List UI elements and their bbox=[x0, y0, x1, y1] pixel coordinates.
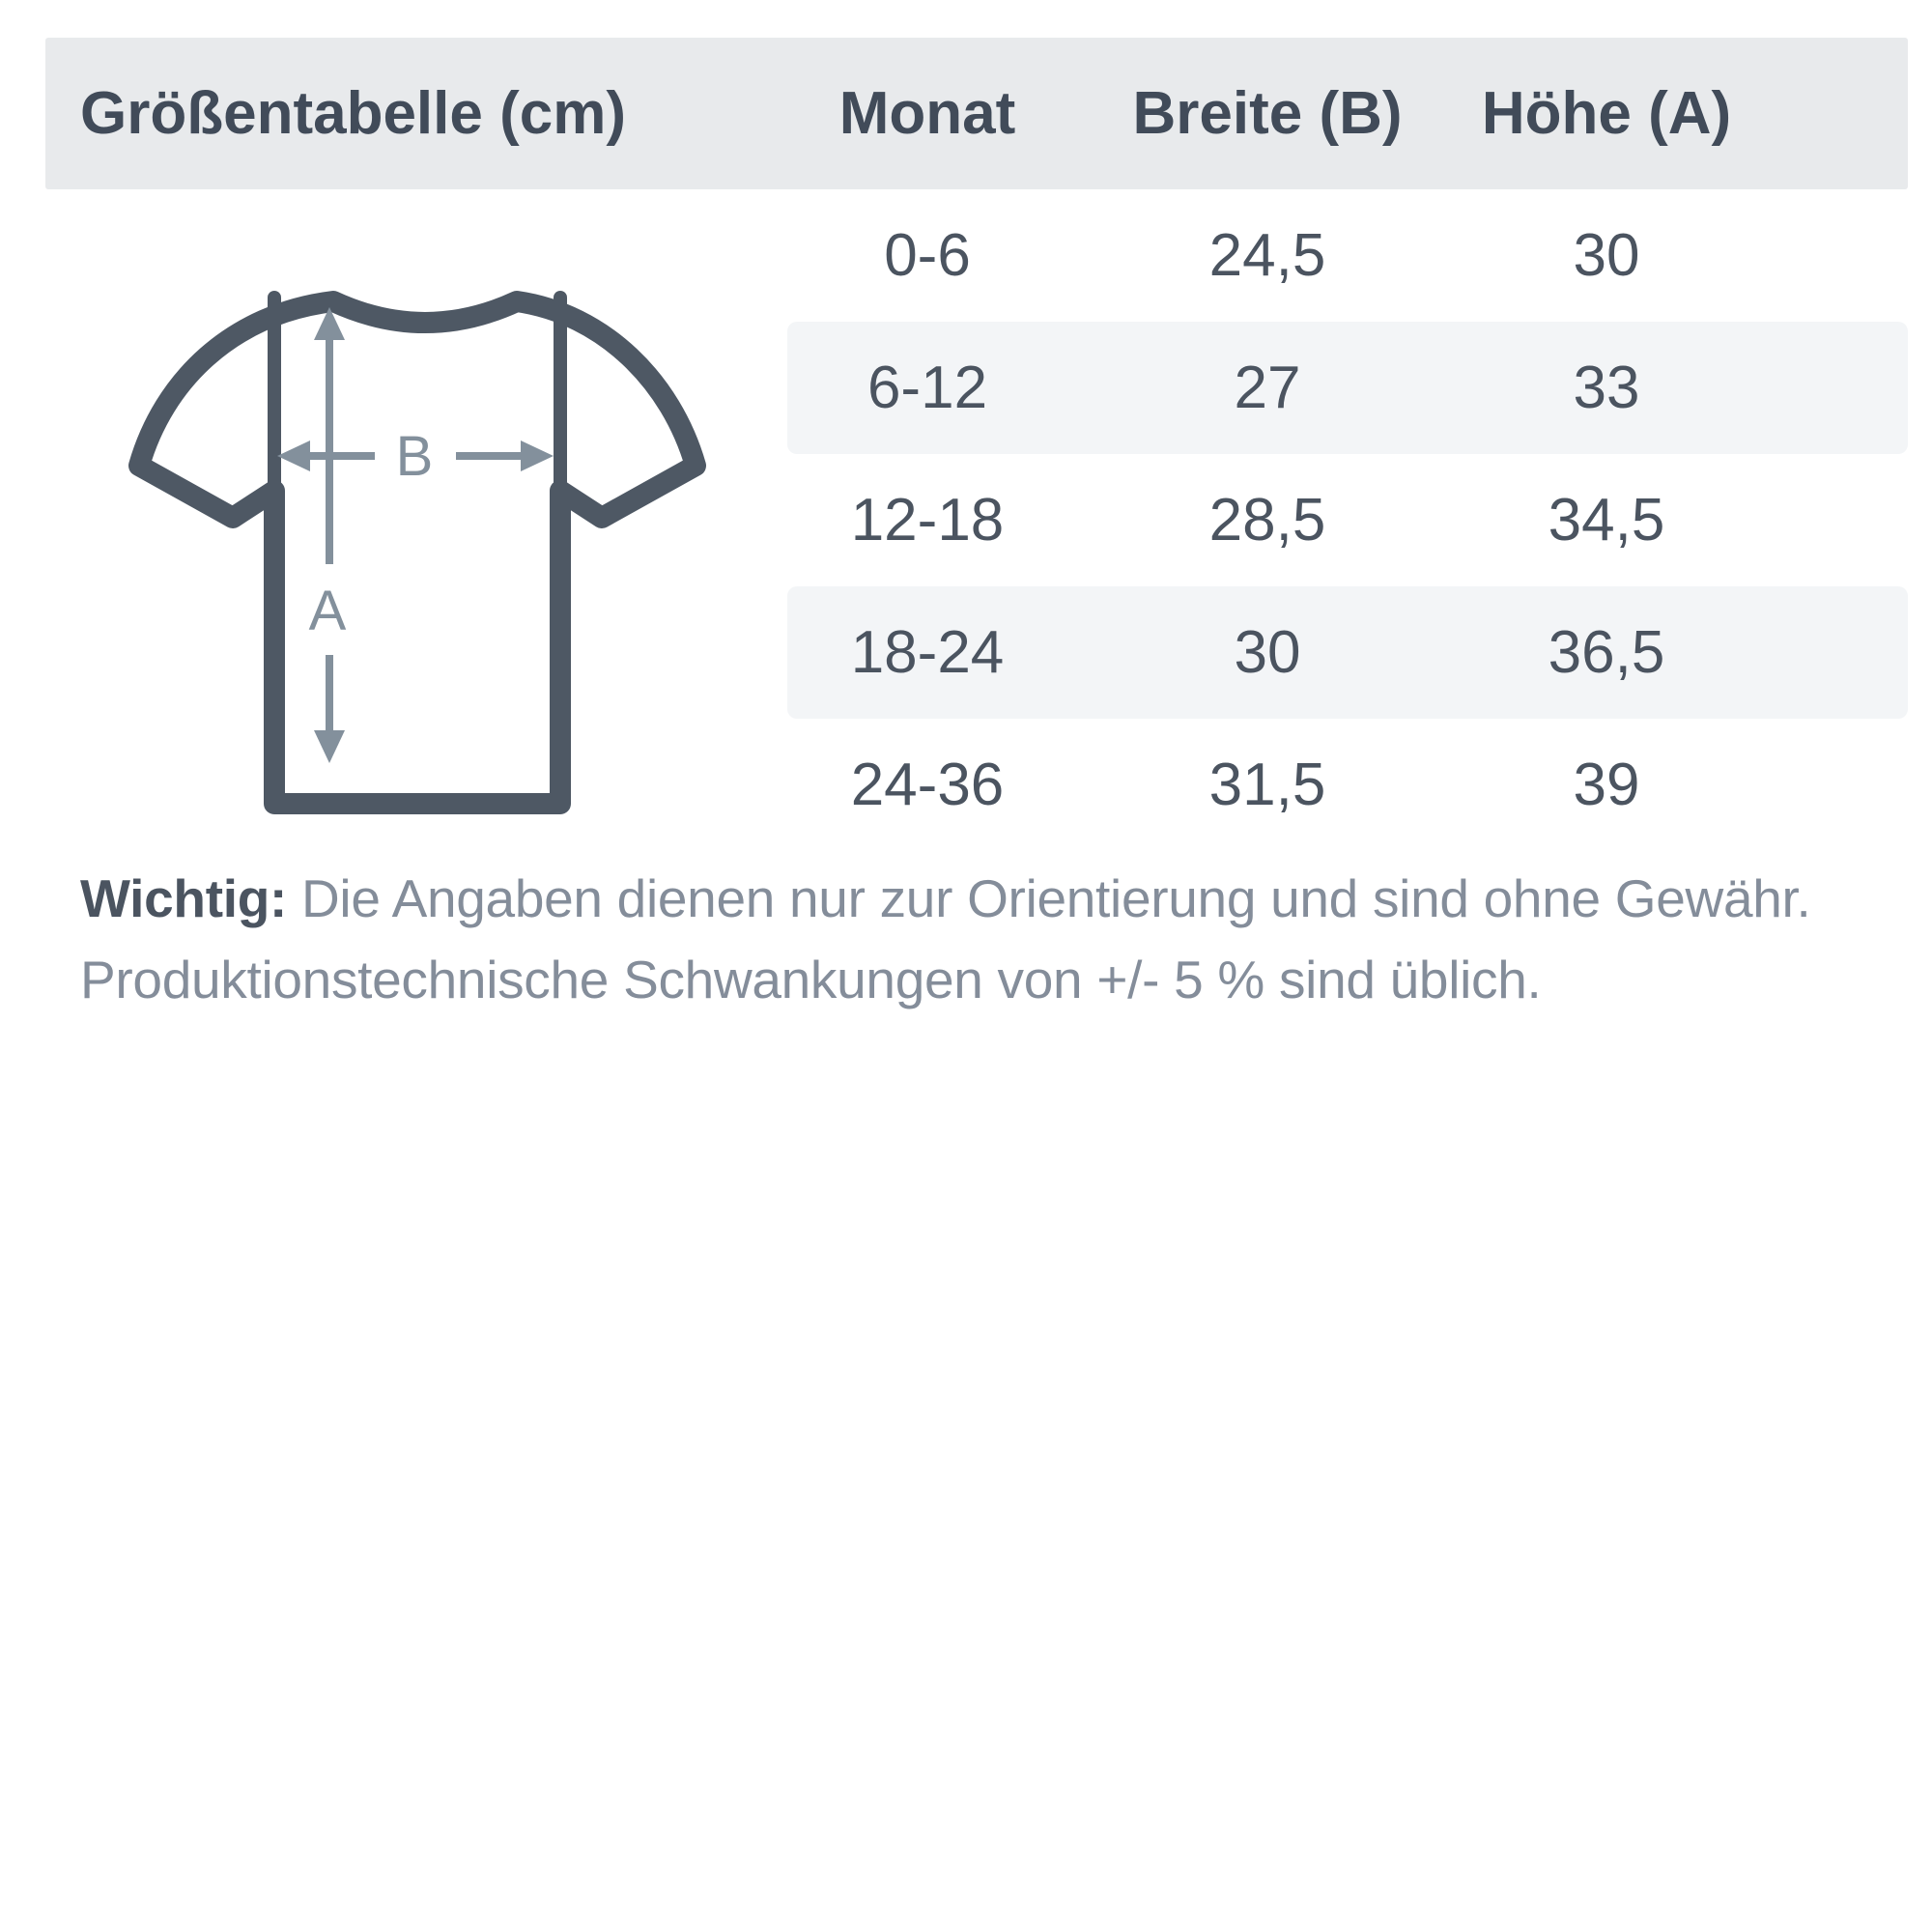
cell-hoehe: 33 bbox=[1573, 355, 1640, 421]
disclaimer-text-1: Die Angaben dienen nur zur Orientierung und sind ohne Gewähr. bbox=[301, 868, 1811, 928]
table-title: Größentabelle (cm) bbox=[80, 80, 626, 147]
disclaimer-label: Wichtig: bbox=[80, 868, 288, 928]
cell-monat: 18-24 bbox=[850, 619, 1005, 686]
column-header-monat: Monat bbox=[838, 80, 1016, 147]
height-arrow-label: A bbox=[308, 580, 347, 642]
cell-hoehe: 39 bbox=[1573, 752, 1640, 818]
cell-hoehe: 34,5 bbox=[1548, 487, 1665, 554]
cell-breite: 28,5 bbox=[1208, 487, 1326, 554]
cell-monat: 6-12 bbox=[867, 355, 988, 421]
cell-breite: 31,5 bbox=[1208, 752, 1326, 818]
cell-breite: 30 bbox=[1234, 619, 1301, 686]
disclaimer-line-1 bbox=[80, 858, 1858, 939]
table-row bbox=[45, 189, 1908, 322]
column-header-hoehe: Höhe (A) bbox=[1481, 80, 1732, 147]
cell-breite: 27 bbox=[1234, 355, 1301, 421]
cell-monat: 24-36 bbox=[850, 752, 1005, 818]
disclaimer-line-2: Produktionstechnische Schwankungen von +/- 5 % sind üblich. bbox=[80, 950, 1542, 1009]
cell-monat: 12-18 bbox=[850, 487, 1005, 554]
table-row bbox=[45, 454, 1908, 586]
table-row bbox=[45, 586, 1908, 719]
table-row bbox=[45, 322, 1908, 454]
table-header-row bbox=[45, 38, 1908, 189]
cell-hoehe: 36,5 bbox=[1548, 619, 1665, 686]
cell-hoehe: 30 bbox=[1573, 222, 1640, 289]
width-arrow-label: B bbox=[395, 425, 434, 488]
table-row bbox=[45, 719, 1908, 851]
disclaimer-note bbox=[80, 858, 1858, 1020]
cell-breite: 24,5 bbox=[1208, 222, 1326, 289]
column-header-breite: Breite (B) bbox=[1132, 80, 1403, 147]
cell-monat: 0-6 bbox=[884, 222, 971, 289]
